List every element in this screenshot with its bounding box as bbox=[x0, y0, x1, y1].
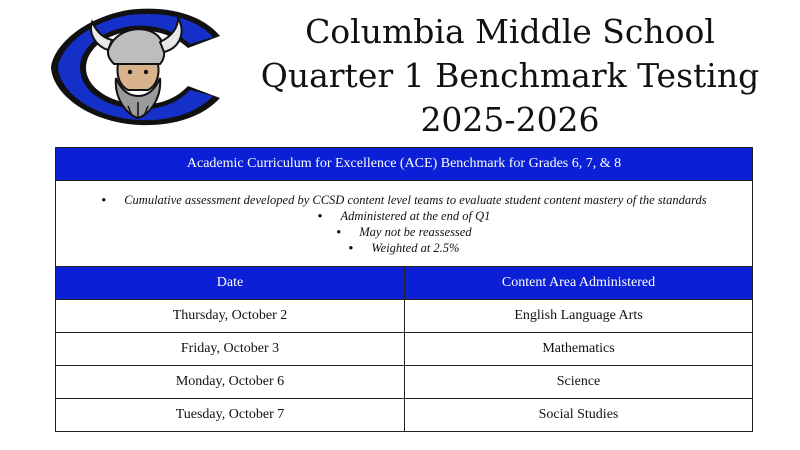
column-header-row bbox=[56, 267, 753, 300]
table-row bbox=[56, 300, 753, 333]
benchmark-table bbox=[55, 147, 753, 432]
date-cell: Tuesday, October 7 bbox=[56, 399, 405, 432]
title-line-year: 2025-2026 bbox=[420, 100, 600, 139]
info-bullet-list bbox=[56, 192, 752, 256]
table-row bbox=[56, 333, 753, 366]
banner-row bbox=[56, 148, 753, 181]
table-row bbox=[56, 399, 753, 432]
title-line-testing: Quarter 1 Benchmark Testing bbox=[260, 56, 760, 95]
bullet-cumulative: ● Cumulative assessment developed by CCSD content level teams to evaluate student content mastery of the standards bbox=[56, 192, 752, 208]
table-row bbox=[56, 366, 753, 399]
column-header-date: Date bbox=[56, 267, 405, 300]
page-title bbox=[240, 10, 780, 142]
date-cell: Friday, October 3 bbox=[56, 333, 405, 366]
bullets-row bbox=[56, 181, 753, 267]
bullet-weighted: ● Weighted at 2.5% bbox=[56, 240, 752, 256]
date-cell: Thursday, October 2 bbox=[56, 300, 405, 333]
date-cell: Monday, October 6 bbox=[56, 366, 405, 399]
content-area-cell: Social Studies bbox=[405, 399, 753, 432]
bullet-not-reassessed: ● May not be reassessed bbox=[56, 224, 752, 240]
bullet-administered: ● Administered at the end of Q1 bbox=[56, 208, 752, 224]
content-area-cell: Science bbox=[405, 366, 753, 399]
title-line-school: Columbia Middle School bbox=[305, 12, 715, 51]
info-bullets-cell bbox=[56, 181, 753, 267]
content-area-cell: English Language Arts bbox=[405, 300, 753, 333]
viking-c-logo-icon bbox=[48, 6, 228, 128]
ace-banner: Academic Curriculum for Excellence (ACE) Benchmark for Grades 6, 7, & 8 bbox=[56, 148, 753, 181]
column-header-content-area: Content Area Administered bbox=[405, 267, 753, 300]
content-area-cell: Mathematics bbox=[405, 333, 753, 366]
school-logo bbox=[48, 6, 228, 128]
